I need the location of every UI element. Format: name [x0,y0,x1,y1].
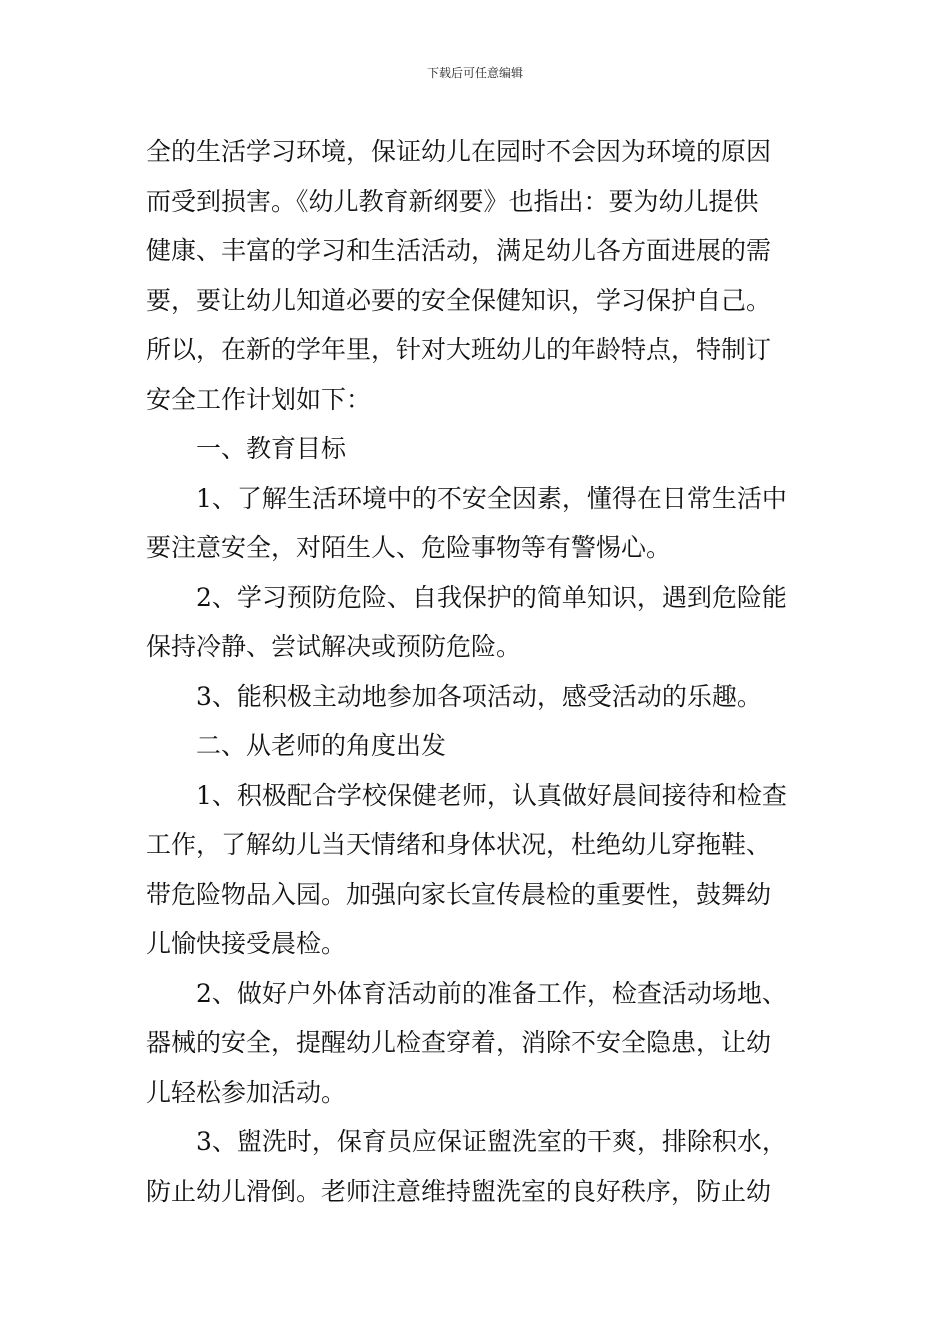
text-line: 儿轻松参加活动。 [146,1077,347,1107]
text-line: 儿愉快接受晨检。 [146,929,347,958]
list-item: 2、学习预防危险、自我保护的简单知识，遇到危险能 [196,582,787,612]
list-item: 1、了解生活环境中的不安全因素，懂得在日常生活中 [196,483,787,513]
text-line: 所以，在新的学年里，针对大班幼儿的年龄特点，特制订 [146,335,772,364]
text-line: 而受到损害。《幼儿教育新纲要》也指出：要为幼儿提供 [146,186,759,216]
text-line: 要注意安全，对陌生人、危险事物等有警惕心。 [146,533,672,562]
text-line: 健康、丰富的学习和生活活动，满足幼儿各方面进展的需 [146,236,772,265]
list-item: 3、盥洗时，保育员应保证盥洗室的干爽，排除积水， [196,1127,787,1156]
text-line: 安全工作计划如下： [146,384,372,414]
document-body [146,127,816,1216]
section-heading: 一、教育目标 [196,434,347,463]
page-header: 下载后可任意编辑 [426,66,523,80]
text-line: 保持冷静、尝试解决或预防危险。 [146,632,522,661]
list-item: 3、能积极主动地参加各项活动，感受活动的乐趣。 [196,681,762,711]
list-item: 2、做好户外体育活动前的准备工作，检查活动场地、 [196,978,787,1008]
text-line: 防止幼儿滑倒。老师注意维持盥洗室的良好秩序，防止幼 [146,1176,772,1206]
text-line: 器械的安全，提醒幼儿检查穿着，消除不安全隐患，让幼 [146,1028,772,1057]
section-heading: 二、从老师的角度出发 [196,731,447,760]
text-line: 要，要让幼儿知道必要的安全保健知识，学习保护自己。 [146,285,772,315]
text-line: 全的生活学习环境，保证幼儿在园时不会因为环境的原因 [146,137,772,166]
list-item: 1、积极配合学校保健老师，认真做好晨间接待和检查 [196,780,787,810]
text-line: 工作，了解幼儿当天情绪和身体状况，杜绝幼儿穿拖鞋、 [146,830,772,859]
text-line: 带危险物品入园。加强向家长宣传晨检的重要性，鼓舞幼 [146,879,772,909]
